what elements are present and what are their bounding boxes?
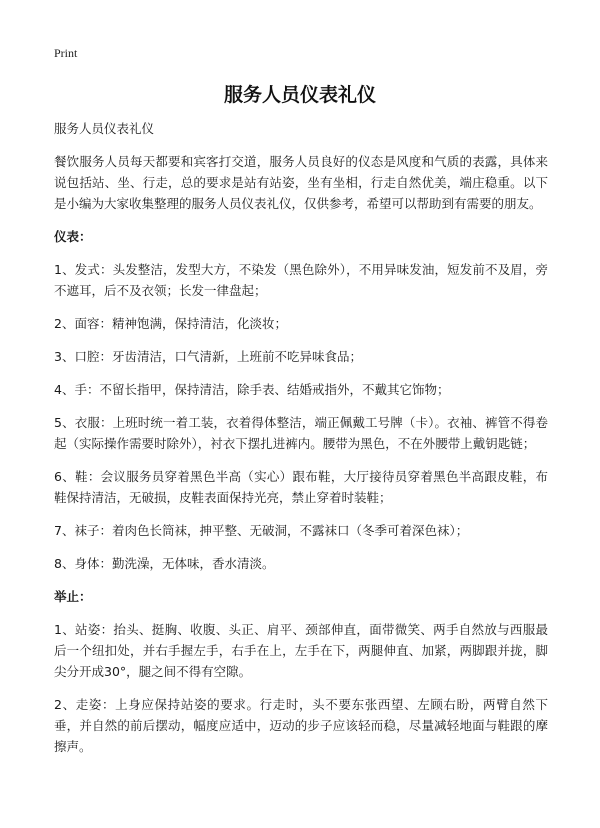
appearance-item-hands: 4、手：不留长指甲，保持清洁，除手表、结婚戒指外，不戴其它饰物； bbox=[54, 382, 450, 397]
document-subtitle: 服务人员仪表礼仪 bbox=[54, 121, 155, 136]
appearance-item-hairstyle: 1、发式：头发整洁，发型大方，不染发（黑色除外），不用异味发油，短发前不及眉，旁不遮耳，后不及衣领；长发一律盘起； bbox=[54, 262, 548, 298]
appearance-item-socks: 7、袜子：着肉色长筒袜，抻平整、无破洞，不露袜口（冬季可着深色袜）； bbox=[54, 523, 469, 538]
document-body bbox=[54, 118, 548, 769]
manners-item-standing: 1、站姿：抬头、挺胸、收腹、头正、肩平、颈部伸直，面带微笑、两手自然放与西服最后一个纽扣处，并右手握左手，右手在上，左手在下，两腿伸直、加紧，两脚跟并拢，脚尖分开成30°，腿之间不得有空隙。 bbox=[54, 622, 548, 679]
appearance-item-mouth: 3、口腔：牙齿清洁，口气清新，上班前不吃异味食品； bbox=[54, 349, 362, 364]
section-heading-manners: 举止： bbox=[54, 589, 92, 604]
intro-paragraph: 餐饮服务人员每天都要和宾客打交道，服务人员良好的仪态是风度和气质的表露，具体来说包括站、坐、行走，总的要求是站有站姿，坐有坐相，行走自然优美，端庄稳重。以下是小编为大家收集整理的服务人员仪表礼仪，仅供参考，希望可以帮助到有需要的朋友。 bbox=[54, 154, 548, 211]
appearance-item-clothing: 5、衣服：上班时统一着工装，衣着得体整洁，端正佩戴工号牌（卡）。衣袖、裤管不得卷起（实际操作需要时除外），衬衣下摆扎进裤内。腰带为黑色，不在外腰带上戴钥匙链； bbox=[54, 415, 548, 451]
page-title: 服务人员仪表礼仪 bbox=[223, 84, 376, 106]
manners-item-walking: 2、走姿：上身应保持站姿的要求。行走时，头不要东张西望、左顾右盼，两臂自然下垂，并自然的前后摆动，幅度应适中，迈动的步子应该轻而稳，尽量减轻地面与鞋跟的摩擦声。 bbox=[54, 697, 548, 754]
section-heading-appearance: 仪表： bbox=[54, 229, 92, 244]
appearance-item-shoes: 6、鞋：会议服务员穿着黑色半高（实心）跟布鞋，大厅接待员穿着黑色半高跟皮鞋，布鞋保持清洁，无破损，皮鞋表面保持光亮，禁止穿着时装鞋； bbox=[54, 469, 548, 505]
appearance-item-body: 8、身体：勤洗澡，无体味，香水清淡。 bbox=[54, 556, 275, 571]
appearance-item-face: 2、面容：精神饱满，保持清洁，化淡妆； bbox=[54, 316, 287, 331]
print-label: Print bbox=[54, 46, 78, 60]
